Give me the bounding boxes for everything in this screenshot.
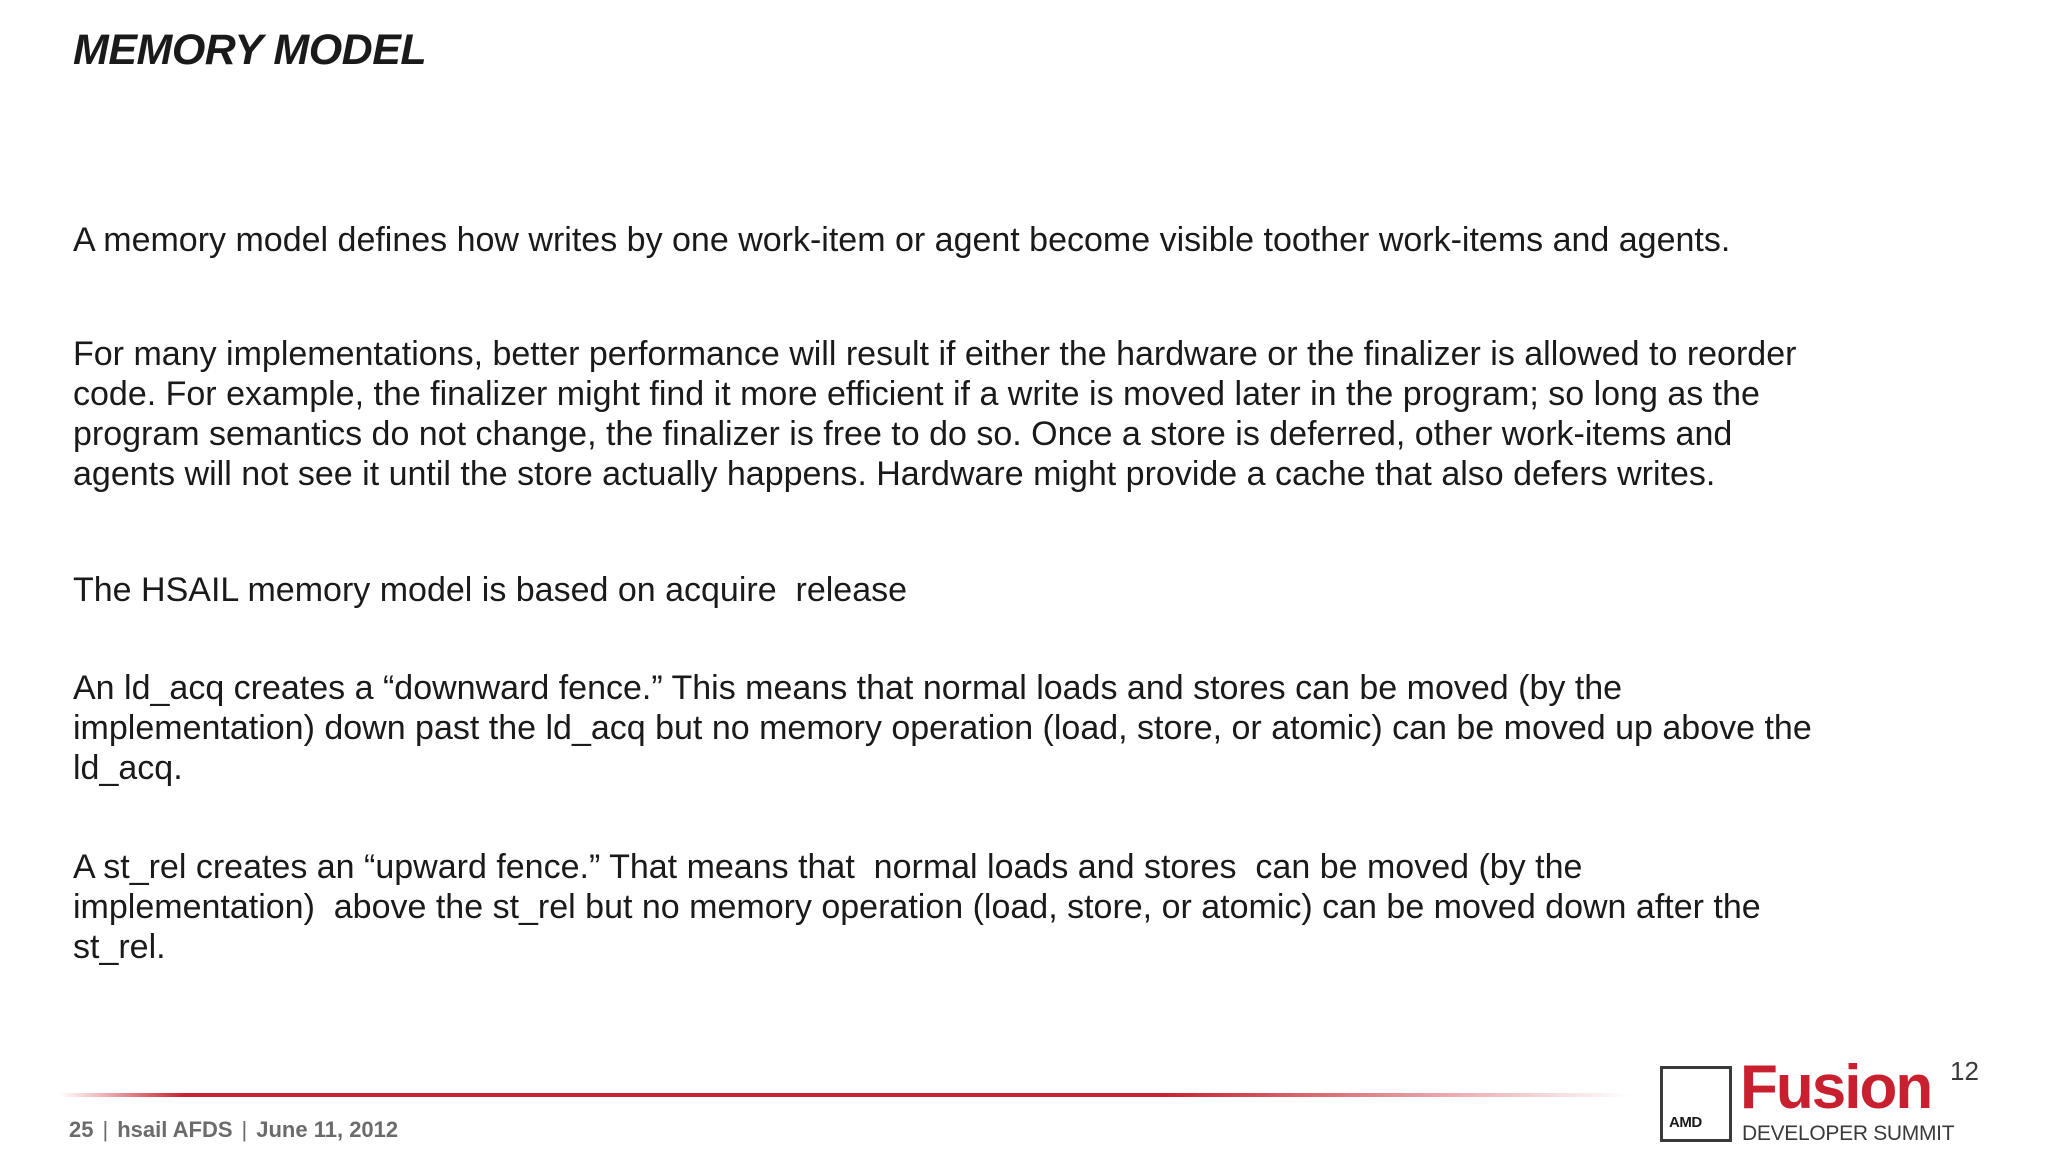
fusion-wordmark: Fusion [1740, 1053, 1932, 1122]
footer-separator: | [241, 1117, 248, 1142]
developer-summit-label: DEVELOPER SUMMIT [1742, 1122, 1955, 1145]
footer-date: June 11, 2012 [256, 1117, 399, 1142]
amd-logo [1660, 1066, 1732, 1142]
fusion-superscript: 12 [1950, 1056, 1979, 1086]
amd-logo-text: AMD [1669, 1114, 1702, 1131]
paragraph-st-rel: A st_rel creates an “upward fence.” That means that normal loads and stores can be moved (by the implementation) above the st_rel but no memory operation (load, store, or atomic) can be moved down after the st_rel. [73, 848, 1761, 966]
paragraph-ld-acq: An ld_acq creates a “downward fence.” This means that normal loads and stores can be moved (by the implementation) down past the ld_acq but no memory operation (load, store, or atomic) can be moved up above the ld_acq. [73, 669, 1812, 787]
paragraph-acquire-release: The HSAIL memory model is based on acquire release [73, 571, 908, 609]
paragraph-memory-model-definition: A memory model defines how writes by one work-item or agent become visible toother work-items and agents. [73, 221, 1731, 259]
slide-title: MEMORY MODEL [73, 26, 427, 74]
page-number: 25 [69, 1117, 94, 1142]
footer-divider [60, 1093, 1630, 1097]
footer-separator: | [102, 1117, 109, 1142]
paragraph-reordering: For many implementations, better performance will result if either the hardware or the finalizer is allowed to reorder code. For example, the finalizer might find it more efficient if a write is moved later in the program; so long as the program semantics do not change, the finalizer is free to do so. Once a store is deferred, other work-items and agents will not see it until the store actually happens. Hardware might provide a cache that also defers writes. [73, 335, 1797, 493]
footer-deck-name: hsail AFDS [117, 1117, 233, 1142]
fusion-summit-logo [1660, 1053, 2000, 1150]
footer [69, 1117, 398, 1143]
